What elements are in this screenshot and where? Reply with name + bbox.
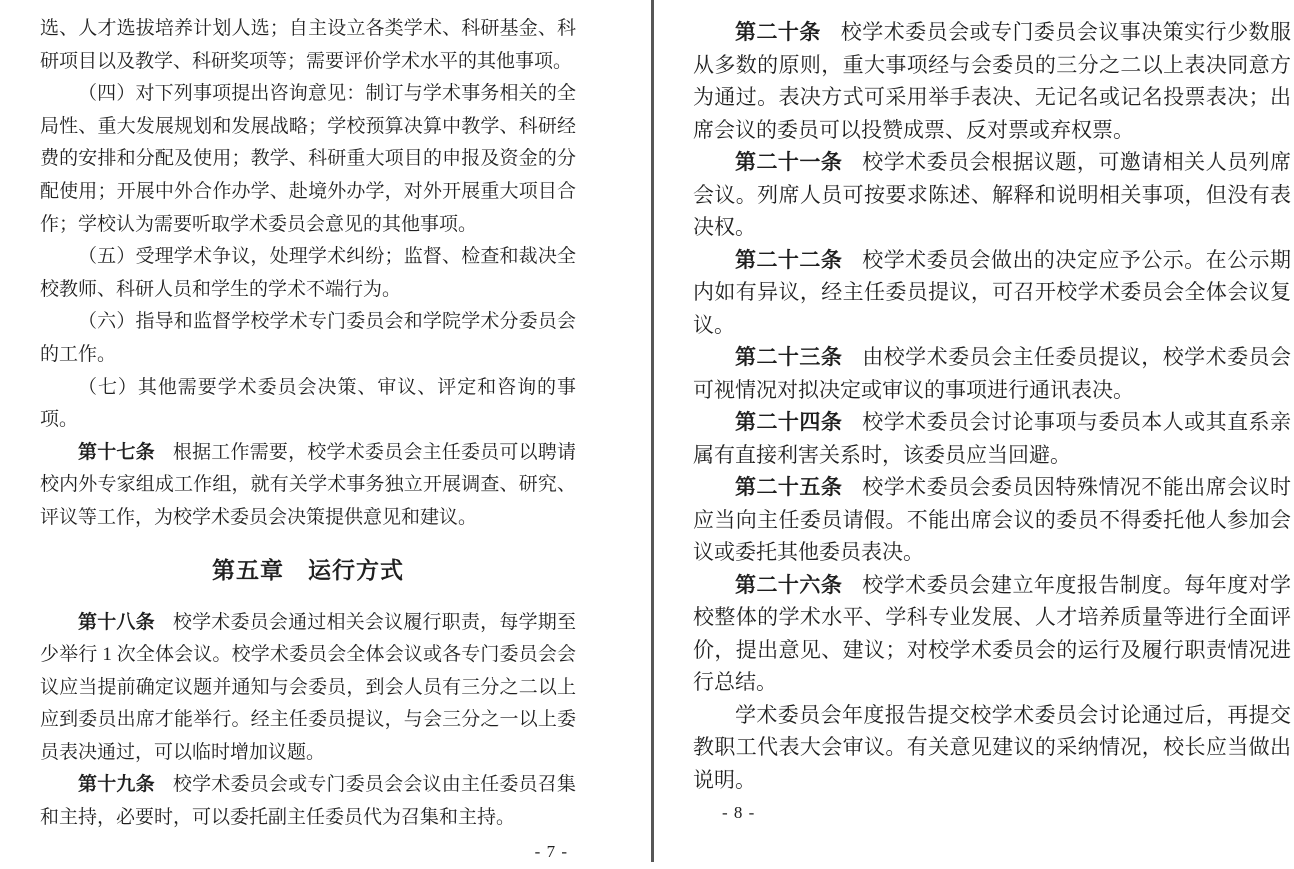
paragraph-text: 校学术委员会委员因特殊情况不能出席会议时应当向主任委员请假。不能出席会议的委员不得委托他人参加会议或委托其他委员表决。 <box>693 475 1291 564</box>
page-8 <box>693 16 1291 824</box>
article-22-paragraph <box>693 244 1291 342</box>
paragraph-text: （七）其他需要学术委员会决策、审议、评定和咨询的事项。 <box>40 376 576 431</box>
article-25-number: 第二十五条 <box>735 475 843 499</box>
paragraph-text: （五）受理学术争议，处理学术纠纷；监督、检查和裁决全校教师、科研人员和学生的学术不端行为。 <box>40 246 576 300</box>
paragraph-text: 学术委员会年度报告提交校学术委员会讨论通过后，再提交教职工代表大会审议。有关意见建议的采纳情况，校长应当做出说明。 <box>693 702 1291 792</box>
article-25-paragraph <box>693 471 1291 569</box>
article-20-paragraph <box>693 16 1291 146</box>
paragraph-text: 根据工作需要，校学术委员会主任委员可以聘请校内外专家组成工作组，就有关学术事务独立开展调查、研究、评议等工作，为校学术委员会决策提供意见和建议。 <box>40 441 576 528</box>
paragraph-text: （四）对下列事项提出咨询意见：制订与学术事务相关的全局性、重大发展规划和发展战略；学校预算决算中教学、科研经费的安排和分配及使用；教学、科研重大项目的申报及资金的分配使用；开展中外合作办学、赴境外办学，对外开展重大项目合作；学校认为需要听取学术委员会意见的其他事项。 <box>40 83 576 235</box>
article-21-number: 第二十一条 <box>735 150 843 174</box>
page-divider-line <box>651 0 654 862</box>
continuation-paragraph <box>40 13 576 78</box>
paragraph-text: 选、人才选拔培养计划人选；自主设立各类学术、科研基金、科研项目以及教学、科研奖项等；需要评价学术水平的其他事项。 <box>40 18 576 72</box>
paragraph-text: 校学术委员会或专门委员会议事决策实行少数服从多数的原则，重大事项经与会委员的三分之二以上表决同意方为通过。表决方式可采用举手表决、无记名或记名投票表决；出席会议的委员可以投赞成票、反对票或弃权票。 <box>693 20 1291 142</box>
article-22-number: 第二十二条 <box>735 247 843 272</box>
article-23-number: 第二十三条 <box>735 345 843 369</box>
paragraph-text: 校学术委员会做出的决定应予公示。在公示期内如有异议，经主任委员提议，可召开校学术委员会全体会议复议。 <box>693 247 1291 337</box>
chapter-5-heading: 第五章 运行方式 <box>212 557 404 583</box>
clause-4-paragraph <box>40 78 576 241</box>
article-26-paragraph <box>693 569 1291 699</box>
paragraph-text: （六）指导和监督学校学术专门委员会和学院学术分委员会的工作。 <box>40 311 576 365</box>
article-17-paragraph <box>40 437 576 535</box>
annual-report-paragraph <box>693 699 1291 797</box>
article-20-number: 第二十条 <box>735 20 821 44</box>
article-19-paragraph <box>40 769 576 834</box>
article-26-number: 第二十六条 <box>735 572 843 597</box>
page-number-8: - 8 - <box>722 803 756 822</box>
clause-5-paragraph <box>40 241 576 306</box>
article-18-number: 第十八条 <box>78 611 155 633</box>
page-7 <box>40 13 576 863</box>
paragraph-text: 校学术委员会建立年度报告制度。每年度对学校整体的学术水平、学科专业发展、人才培养质量等进行全面评价，提出意见、建议；对校学术委员会的运行及履行职责情况进行总结。 <box>693 572 1291 694</box>
paragraph-text: 校学术委员会或专门委员会会议由主任委员召集和主持，必要时，可以委托副主任委员代为召集和主持。 <box>40 774 576 829</box>
page-number-7: - 7 - <box>534 841 568 861</box>
article-17-number: 第十七条 <box>78 441 155 463</box>
article-21-paragraph <box>693 146 1291 244</box>
article-19-number: 第十九条 <box>78 774 155 796</box>
article-24-number: 第二十四条 <box>735 410 843 434</box>
paragraph-text: 校学术委员会通过相关会议履行职责，每学期至少举行 1 次全体会议。校学术委员会全体会议或各专门委员会会议应当提前确定议题并通知与会委员，到会人员有三分之二以上应到委员出席才能举行。经主任委员提议，与会三分之一以上委员表决通过，可以临时增加议题。 <box>40 611 576 763</box>
paragraph-text: 校学术委员会讨论事项与委员本人或其直系亲属有直接利害关系时，该委员应当回避。 <box>693 410 1291 467</box>
article-24-paragraph <box>693 406 1291 471</box>
article-18-paragraph <box>40 607 576 770</box>
clause-7-paragraph <box>40 372 576 437</box>
clause-6-paragraph <box>40 306 576 371</box>
article-23-paragraph <box>693 341 1291 406</box>
paragraph-text: 校学术委员会根据议题，可邀请相关人员列席会议。列席人员可按要求陈述、解释和说明相关事项，但没有表决权。 <box>693 150 1291 239</box>
paragraph-text: 由校学术委员会主任委员提议，校学术委员会可视情况对拟决定或审议的事项进行通讯表决。 <box>693 345 1291 402</box>
